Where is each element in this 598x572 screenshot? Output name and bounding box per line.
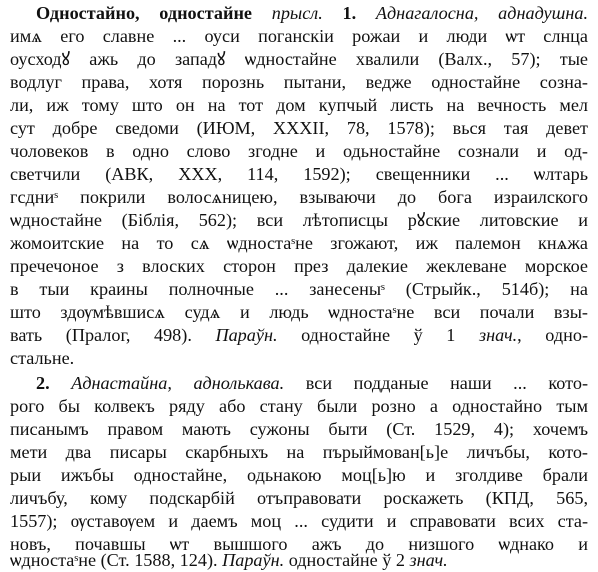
sense-1-line: в тыи краины полночные ... занесеныˢ (Стрыйк., 514б); на xyxy=(10,279,588,299)
entry-head-line xyxy=(36,2,588,25)
sense-1-line: жомоитские на то сѧ ѡдностаˢне згожают, иж палемон кнѧжа xyxy=(10,233,588,253)
sense-2-head-line xyxy=(36,372,588,395)
sense-2-line: мети два писары скарбныхъ на пърыймован[ь]е личъбы, кото- xyxy=(10,442,588,462)
sense-1-line: ѡдностайне (Біблія, 562); вси лѣтописцы рꙋские литовские и xyxy=(10,210,588,230)
sense-1-line: гсдниˢ покрили волосѧницею, взываючи до бога израилского xyxy=(10,187,588,207)
sense-1-line: имѧ его славне ... оуси поганскіи рожаи и люди ѡт слнца xyxy=(10,26,588,46)
sense-1-line: водлуг права, хотя порознь пытани, ведже одностайне созна- xyxy=(10,72,588,92)
headword: Одностайно, одностайне xyxy=(36,3,253,23)
sense-2-crossref-text: одностайне ў 2 xyxy=(288,550,405,570)
sense-2-line: рыи ижъбы одностайне, одьнакою моц[ь]ю и зголдиве брали xyxy=(10,465,588,485)
sense-2-line: рого бы колвекъ ряду або стану были розно а одностайно тым xyxy=(10,396,588,416)
sense-2-line: 1557); ѹставѹем и даемъ моц ... судити и справовати всих ста- xyxy=(10,511,588,531)
sense-2-last-text: ѡдностаˢне (Ст. 1588, 124). xyxy=(10,550,218,570)
sense-1-line: пречечоное з влоских сторон през далекие жеклеване морское xyxy=(10,256,588,276)
sense-1-line: светчили (АВК, XXX, 114, 1592); свещенники ... ѡлтарь xyxy=(10,164,588,184)
sense-1-line: ли, иж тому што он на тот дом купчый листь на вечность мел xyxy=(10,95,588,115)
sense-2-number: 2. xyxy=(36,373,50,393)
sense-2-crossref-znach: знач. xyxy=(409,550,448,570)
sense-1-last-line: стальне. xyxy=(10,348,75,368)
sense-2-crossref-label: Параўн. xyxy=(222,550,285,570)
sense-2-line: писанымъ правом мають сужоны быти (Ст. 1529, 4); хочемъ xyxy=(10,419,588,439)
sense-1-gloss: Аднагалосна, аднадушна. xyxy=(375,3,588,23)
sense-1-line: што здѹмѣвшисѧ судѧ и людь ѡдностаˢне вси почали взы- xyxy=(10,302,588,322)
sense-1-crossref-znach: знач. xyxy=(478,325,518,345)
sense-1-line: чоловеков в одно слово згодне и одьностайне сознали и од- xyxy=(10,141,588,161)
sense-1-closing-line xyxy=(10,324,588,347)
sense-1-crossref-label: Параўн. xyxy=(215,325,278,345)
sense-1-line: вать (Пралог, 498). xyxy=(10,325,192,345)
sense-1-crossref-tail: , одно- xyxy=(517,325,588,345)
part-of-speech: прысл. xyxy=(271,3,323,23)
sense-2-line: личъбу, кому подскарбій отъправовати роскажеть (КПД, 565, xyxy=(10,488,588,508)
sense-1-line: сут добре сведоми (ИЮМ, XXXII, 78, 1578); вься тая девет xyxy=(10,118,588,138)
sense-2-gloss: Аднастайна, аднолькава. xyxy=(71,373,285,393)
sense-1-crossref-text: одностайне ў 1 xyxy=(301,325,456,345)
sense-2-closing-line xyxy=(10,549,588,572)
sense-1-line: оусходꙋ ажь до западꙋ ѡдностайне хвалили (Валх., 57); тые xyxy=(10,49,588,69)
sense-1-number: 1. xyxy=(342,3,357,23)
sense-2-first-tail: вси подданые наши ... кото- xyxy=(305,373,588,393)
sense-2-line: новъ, почавшы ѡт вышшого ажъ до низшого ѡднако и xyxy=(10,534,588,554)
